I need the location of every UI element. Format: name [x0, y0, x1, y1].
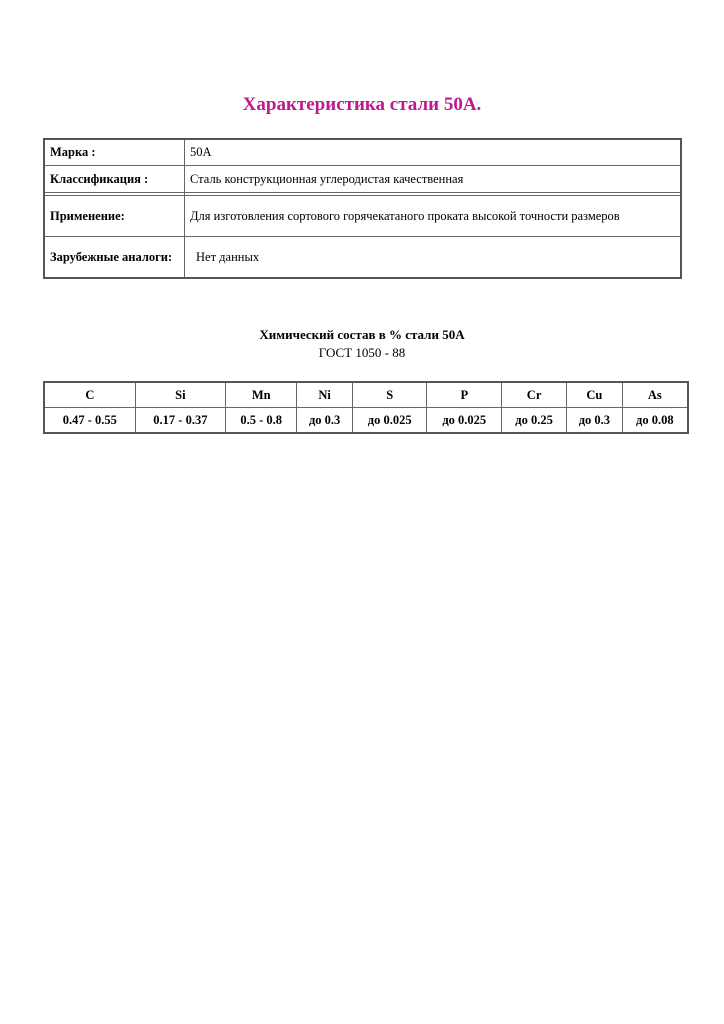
chem-value-cu: до 0.3	[567, 408, 623, 434]
chemical-standard: ГОСТ 1050 - 88	[318, 345, 406, 360]
chem-value-s: до 0.025	[352, 408, 427, 434]
chem-value-mn: 0.5 - 0.8	[226, 408, 297, 434]
chem-header-c: C	[44, 382, 135, 408]
chemical-composition-title: Химический состав в % стали 50А	[259, 327, 465, 342]
page-title: Характеристика стали 50А.	[242, 94, 482, 115]
analogs-label: Зарубежные аналоги:	[44, 237, 185, 279]
chem-header-p: P	[427, 382, 502, 408]
table-row	[44, 166, 681, 193]
chem-header-ni: Ni	[297, 382, 353, 408]
chem-header-s: S	[352, 382, 427, 408]
chem-value-ni: до 0.3	[297, 408, 353, 434]
mark-label: Марка :	[44, 139, 185, 166]
chem-header-row	[44, 382, 688, 408]
analogs-value: Нет данных	[185, 237, 682, 279]
chem-value-si: 0.17 - 0.37	[135, 408, 225, 434]
chem-value-cr: до 0.25	[502, 408, 567, 434]
classification-value: Сталь конструкционная углеродистая качественная	[185, 166, 682, 193]
chem-value-c: 0.47 - 0.55	[44, 408, 135, 434]
chemical-composition-table	[43, 381, 689, 434]
application-value: Для изготовления сортового горячекатаного проката высокой точности размеров	[185, 196, 682, 237]
chem-header-cr: Cr	[502, 382, 567, 408]
table-row	[44, 139, 681, 166]
classification-label: Классификация :	[44, 166, 185, 193]
chem-value-as: до 0.08	[622, 408, 688, 434]
chem-value-row	[44, 408, 688, 434]
table-row	[44, 196, 681, 237]
chem-header-si: Si	[135, 382, 225, 408]
chem-header-cu: Cu	[567, 382, 623, 408]
application-label: Применение:	[44, 196, 185, 237]
steel-info-table	[43, 138, 682, 279]
chem-header-mn: Mn	[226, 382, 297, 408]
table-row	[44, 237, 681, 279]
mark-value: 50А	[185, 139, 682, 166]
chem-header-as: As	[622, 382, 688, 408]
chem-value-p: до 0.025	[427, 408, 502, 434]
